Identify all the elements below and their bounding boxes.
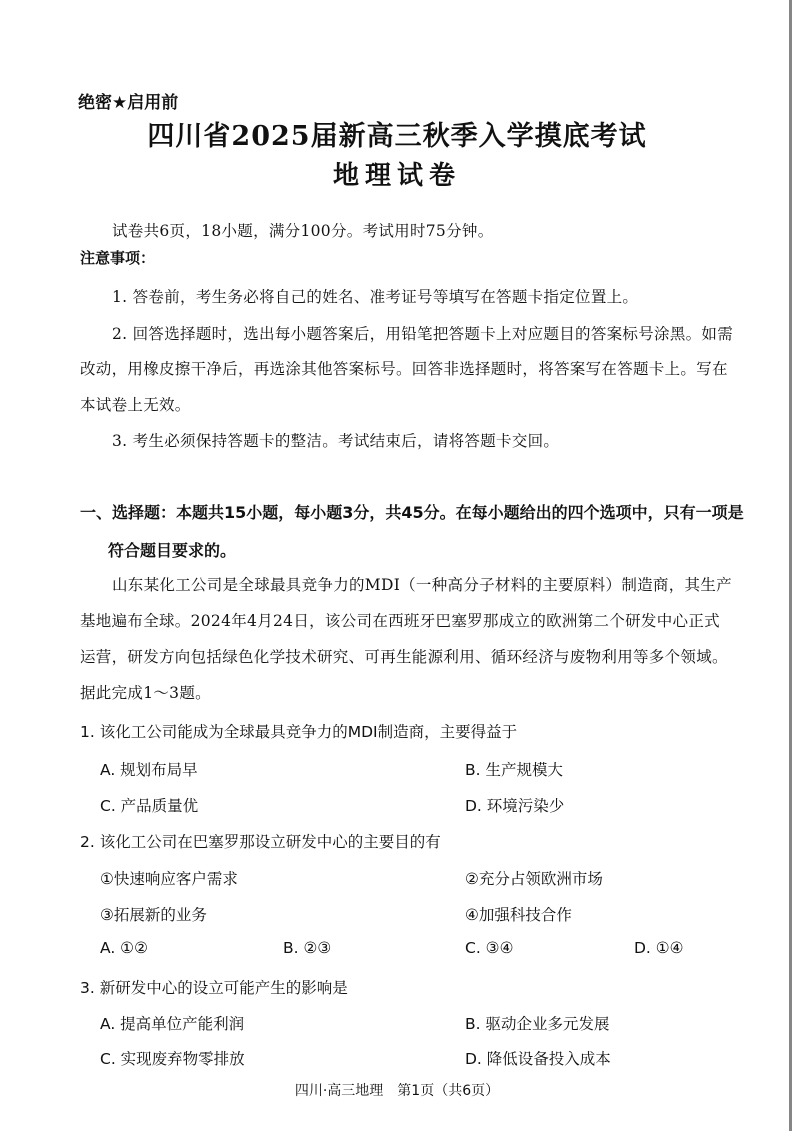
- question-1-option-a: A. 规划布局早: [100, 761, 198, 779]
- question-3-option-c: C. 实现废弃物零排放: [100, 1050, 245, 1068]
- exam-intro: 试卷共6页，18小题，满分100分。考试用时75分钟。: [112, 222, 494, 240]
- passage-line-4: 据此完成1～3题。: [80, 684, 211, 702]
- question-3-option-a: A. 提高单位产能利润: [100, 1015, 245, 1033]
- question-1-stem: 1. 该化工公司能成为全球最具竞争力的MDI制造商，主要得益于: [80, 723, 518, 741]
- page-footer: 四川·高三地理 第1页（共6页）: [294, 1083, 500, 1099]
- question-2-option-d: D. ①④: [634, 939, 684, 957]
- question-2-item-1: ①快速响应客户需求: [100, 870, 238, 888]
- notice-item-2-cont: 改动，用橡皮擦干净后，再选涂其他答案标号。回答非选择题时，将答案写在答题卡上。写在: [80, 360, 728, 378]
- question-2-item-4: ④加强科技合作: [465, 906, 572, 924]
- question-1-option-d: D. 环境污染少: [465, 797, 565, 815]
- notice-item-2: 2. 回答选择题时，选出每小题答案后，用铅笔把答题卡上对应题目的答案标号涂黑。如需: [112, 325, 734, 343]
- exam-title: 四川省2025届新高三秋季入学摸底考试: [147, 121, 647, 152]
- notice-heading: 注意事项：: [80, 249, 156, 267]
- confidential-label: 绝密★启用前: [78, 93, 179, 113]
- question-3-option-d: D. 降低设备投入成本: [465, 1050, 611, 1068]
- question-2-option-a: A. ①②: [100, 939, 148, 957]
- passage-line-3: 运营，研发方向包括绿色化学技术研究、可再生能源利用、循环经济与废物利用等多个领域。: [80, 648, 728, 666]
- question-2-item-2: ②充分占领欧洲市场: [465, 870, 603, 888]
- question-2-item-3: ③拓展新的业务: [100, 906, 207, 924]
- question-1-option-c: C. 产品质量优: [100, 797, 199, 815]
- passage-line-1: 山东某化工公司是全球最具竞争力的MDI（一种高分子材料的主要原料）制造商，其生产: [112, 576, 732, 594]
- notice-item-3: 3. 考生必须保持答题卡的整洁。考试结束后，请将答题卡交回。: [112, 432, 560, 450]
- section-heading-cont: 符合题目要求的。: [108, 541, 237, 560]
- question-1-option-b: B. 生产规模大: [465, 761, 563, 779]
- notice-item-1: 1. 答卷前，考生务必将自己的姓名、准考证号等填写在答题卡指定位置上。: [112, 288, 639, 306]
- question-3-option-b: B. 驱动企业多元发展: [465, 1015, 610, 1033]
- question-2-option-b: B. ②③: [283, 939, 332, 957]
- exam-subject: 地理试卷: [332, 161, 461, 191]
- question-2-option-c: C. ③④: [465, 939, 514, 957]
- section-heading: 一、选择题：本题共15小题，每小题3分，共45分。在每小题给出的四个选项中，只有一项是: [80, 503, 744, 522]
- notice-item-2-end: 本试卷上无效。: [80, 396, 191, 414]
- question-2-stem: 2. 该化工公司在巴塞罗那设立研发中心的主要目的有: [80, 833, 441, 851]
- passage-line-2: 基地遍布全球。2024年4月24日，该公司在西班牙巴塞罗那成立的欧洲第二个研发中心正式: [80, 612, 720, 630]
- question-3-stem: 3. 新研发中心的设立可能产生的影响是: [80, 979, 348, 997]
